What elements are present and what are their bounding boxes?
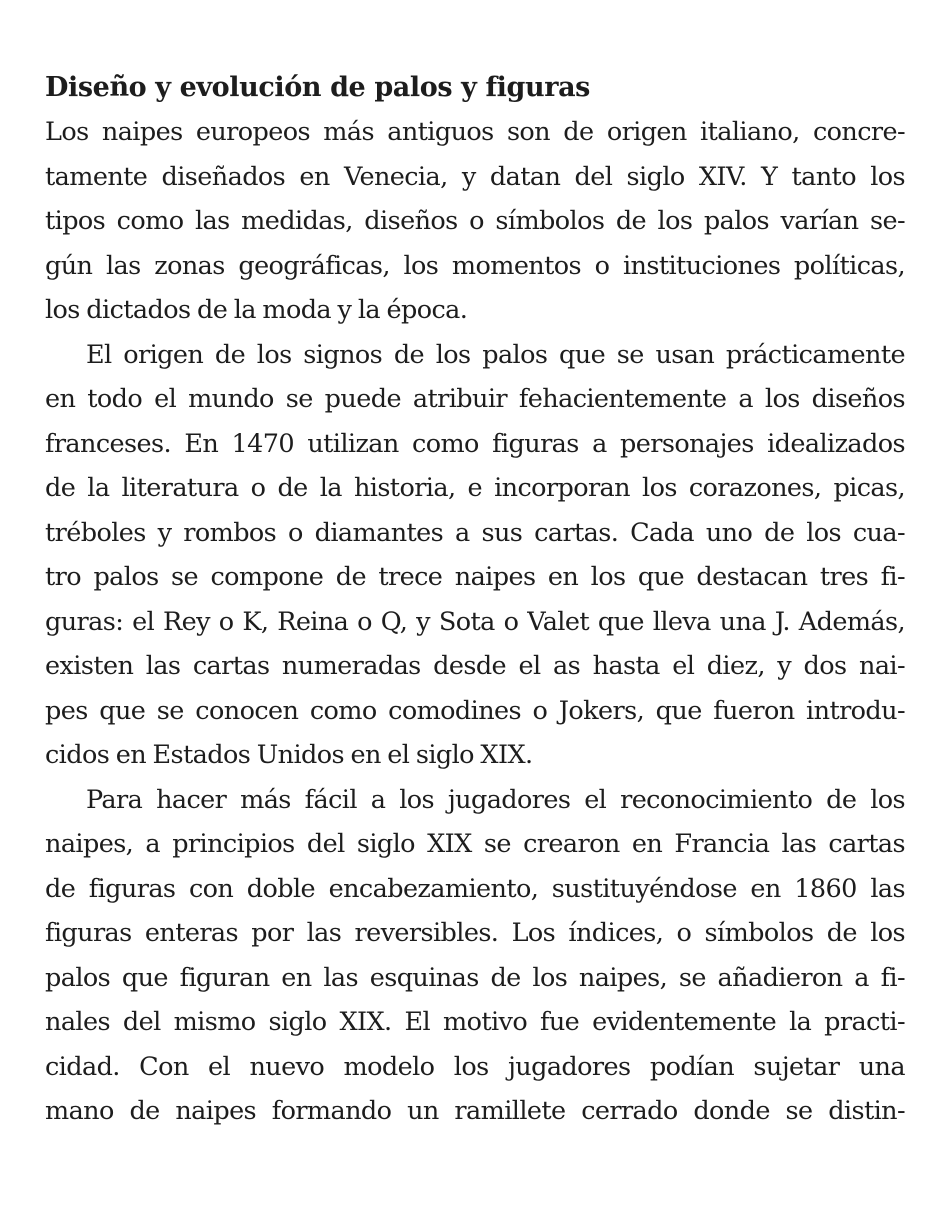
text-line: figuras enteras por las reversibles. Los índices, o símbolos de los	[45, 918, 905, 948]
paragraph-2	[45, 333, 905, 778]
text-line: tréboles y rombos o diamantes a sus cartas. Cada uno de los cua-	[45, 517, 905, 548]
section-heading: Diseño y evolución de palos y figuras	[45, 72, 590, 103]
text-line: de la literatura o de la historia, e incorporan los corazones, picas,	[45, 473, 905, 503]
text-line: existen las cartas numeradas desde el as hasta el diez, y dos nai-	[45, 651, 905, 681]
paragraph-1	[45, 110, 905, 333]
text-line: de figuras con doble encabezamiento, sustituyéndose en 1860 las	[45, 873, 905, 904]
text-line: gún las zonas geográficas, los momentos o instituciones políticas,	[45, 250, 905, 281]
text-line: tro palos se compone de trece naipes en los que destacan tres fi-	[45, 562, 905, 592]
document-page	[45, 66, 905, 1134]
text-line: los dictados de la moda y la época.	[45, 295, 468, 325]
text-line: en todo el mundo se puede atribuir fehacientemente a los diseños	[45, 384, 905, 414]
paragraph-3	[45, 778, 905, 1134]
text-line: naipes, a principios del siglo XIX se crearon en Francia las cartas	[45, 829, 905, 859]
text-line: mano de naipes formando un ramillete cerrado donde se distin-	[45, 1096, 905, 1126]
text-line: tipos como las medidas, diseños o símbolos de los palos varían se-	[45, 206, 905, 236]
text-line: cidad. Con el nuevo modelo los jugadores podían sujetar una	[45, 1051, 905, 1082]
text-line: guras: el Rey o K, Reina o Q, y Sota o Valet que lleva una J. Además,	[45, 606, 905, 637]
text-line: franceses. En 1470 utilizan como figuras a personajes idealizados	[45, 428, 905, 459]
text-line: El origen de los signos de los palos que se usan prácticamente	[86, 339, 905, 370]
text-line: Para hacer más fácil a los jugadores el reconocimiento de los	[86, 784, 905, 815]
text-line: palos que figuran en las esquinas de los naipes, se añadieron a fi-	[45, 962, 905, 993]
text-line: pes que se conocen como comodines o Jokers, que fueron introdu-	[45, 695, 905, 726]
text-line: nales del mismo siglo XIX. El motivo fue evidentemente la practi-	[45, 1007, 905, 1037]
text-line: Los naipes europeos más antiguos son de origen italiano, concre-	[45, 117, 905, 147]
text-line: tamente diseñados en Venecia, y datan del siglo XIV. Y tanto los	[45, 161, 905, 192]
text-line: cidos en Estados Unidos en el siglo XIX.	[45, 740, 533, 770]
